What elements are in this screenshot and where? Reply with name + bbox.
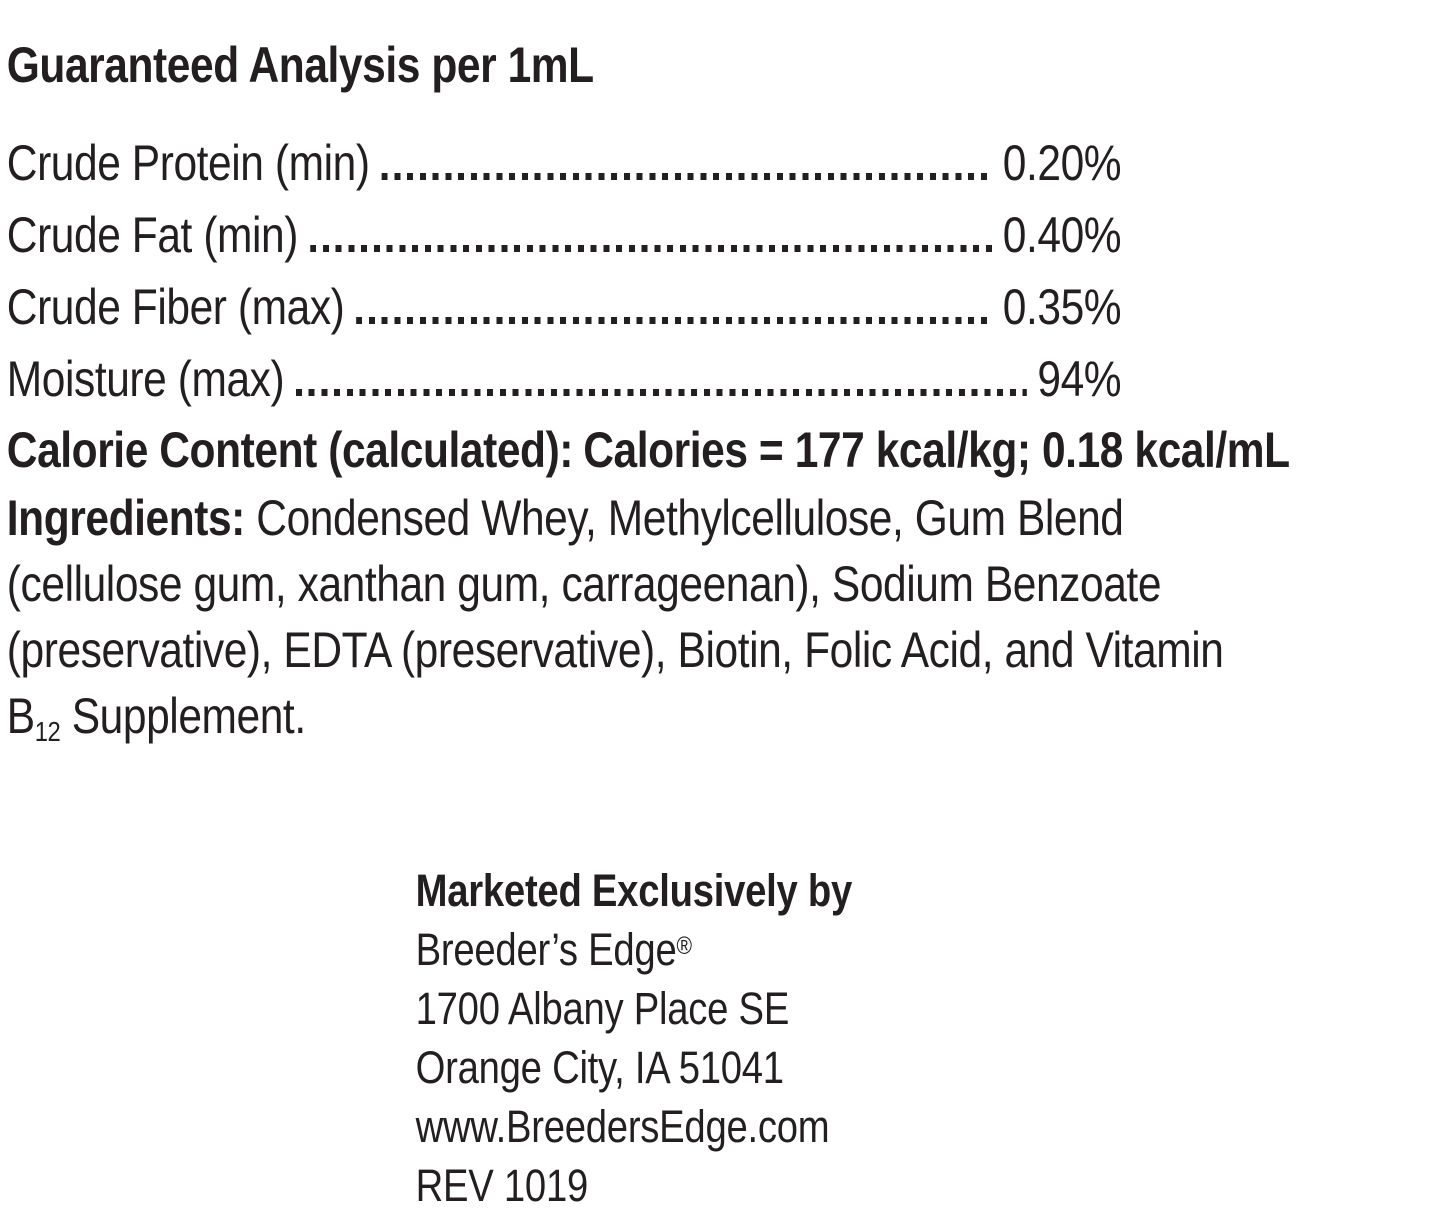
ingredients-line-1 (7, 485, 1445, 551)
analysis-label: Crude Protein (min) (6, 135, 370, 191)
analysis-value: 94% (1037, 351, 1122, 407)
vitamin-b12-subscript: 12 (34, 715, 61, 747)
analysis-row (7, 127, 1121, 199)
analysis-value: 0.35% (1002, 279, 1122, 335)
guaranteed-analysis-section (7, 36, 1121, 416)
analysis-row (7, 271, 1121, 343)
address-city-state-zip: Orange City, IA 51041 (415, 1042, 784, 1093)
registered-trademark-symbol: ® (676, 932, 692, 960)
ingredients-paragraph (7, 485, 1445, 749)
dot-leader (310, 245, 993, 252)
calorie-content-line (7, 415, 1445, 485)
vitamin-b-prefix: B (6, 688, 35, 744)
supplement-suffix: Supplement. (60, 688, 306, 744)
calorie-content-label: Calorie Content (calculated): (6, 422, 574, 478)
analysis-label: Crude Fiber (max) (6, 279, 345, 335)
company-name-line (416, 920, 1445, 979)
distributor-block (416, 861, 1445, 1215)
guaranteed-analysis-title: Guaranteed Analysis per 1mL (6, 36, 594, 93)
dot-leader (356, 317, 992, 324)
analysis-row (7, 199, 1121, 271)
analysis-row (7, 343, 1121, 415)
dot-leader (296, 389, 1027, 396)
company-name: Breeder’s Edge (415, 924, 677, 975)
website-url: www.BreedersEdge.com (415, 1101, 830, 1152)
marketed-by-heading: Marketed Exclusively by (415, 865, 853, 916)
ingredients-line-3: (preservative), EDTA (preservative), Biotin, Folic Acid, and Vitamin (6, 622, 1224, 678)
analysis-label: Moisture (max) (6, 351, 285, 407)
revision-code: REV 1019 (415, 1160, 588, 1211)
analysis-label: Crude Fat (min) (6, 207, 298, 263)
analysis-value: 0.40% (1002, 207, 1122, 263)
address-street: 1700 Albany Place SE (415, 983, 790, 1034)
ingredients-text: Condensed Whey, Methylcellulose, Gum Blend (244, 490, 1124, 546)
calorie-content-value: Calories = 177 kcal/kg; 0.18 kcal/mL (583, 422, 1290, 478)
dot-leader (381, 173, 992, 180)
ingredients-label: Ingredients: (6, 490, 245, 546)
ingredients-line-2: (cellulose gum, xanthan gum, carrageenan), Sodium Benzoate (6, 556, 1162, 612)
analysis-value: 0.20% (1002, 135, 1122, 191)
ingredients-line-4 (7, 683, 1445, 749)
